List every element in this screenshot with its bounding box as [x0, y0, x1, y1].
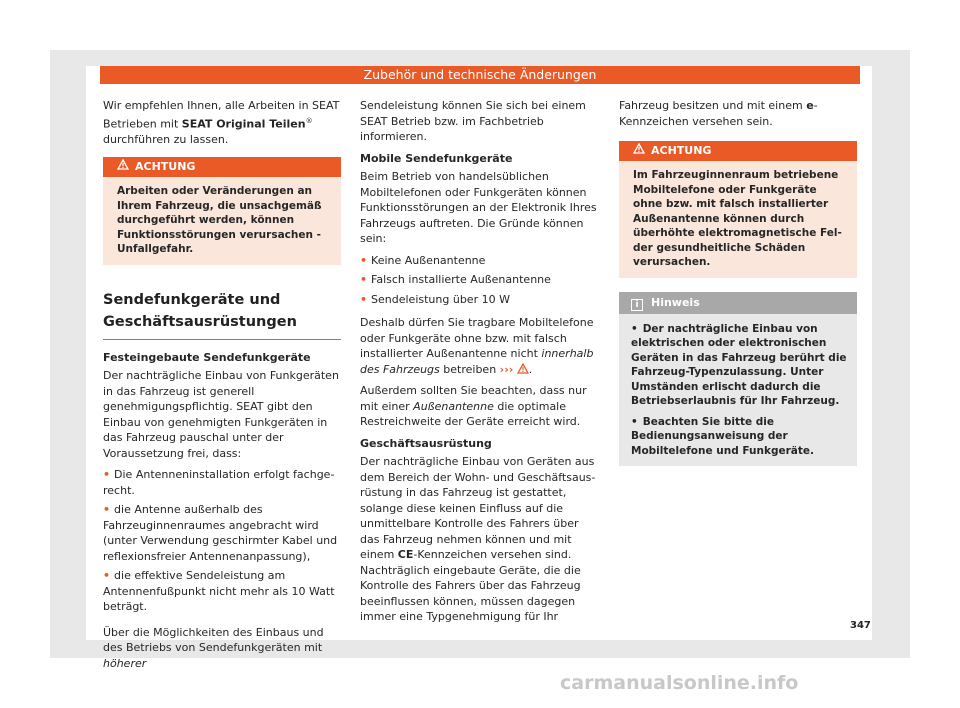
subheading-business-equipment: Geschäftsausrüstung — [360, 436, 492, 450]
list-item: • Keine Außenantenne — [360, 253, 486, 267]
paragraph: Beim Betrieb von handelsüblichen Mobiltelefonen oder Funkgeräten können Funktionsstörungen an der Elektronik Ihres Fahrzeugs auftreten. Die Gründe können sein: — [360, 170, 597, 245]
bullet-icon: • — [103, 468, 111, 482]
watermark: carmanualsonline.info — [560, 672, 799, 694]
intro-paragraph: Wir empfehlen Ihnen, alle Arbeiten in SEAT Betrieben mit SEAT Original Teilen® durchführen zu lassen. — [103, 99, 340, 146]
warning-box-1 — [103, 157, 341, 265]
bullet-icon: • — [103, 503, 111, 517]
list-item: • Sendeleistung über 10 W — [360, 292, 510, 306]
paragraph: Der nachträgliche Einbau von Funkgeräten in das Fahrzeug ist generell genehmigungspflichtig. SEAT gibt den Einbau von genehmigten Funkgeräten in das Fahrzeug pauschal unter der Voraussetzung frei, dass: — [103, 369, 339, 460]
subheading-mobile-radios: Mobile Sendefunkgeräte — [360, 151, 513, 165]
info-icon: i — [631, 299, 643, 311]
seat-original-parts: SEAT Original Teilen — [181, 117, 306, 131]
list-item: • Die Antenneninstallation erfolgt fachgerecht. — [103, 468, 335, 497]
list-item: • Falsch installierte Außenantenne — [360, 273, 551, 286]
paragraph: Außerdem sollten Sie beachten, dass nur mit einer Außenantenne die optimale Restreichweite der Geräte erreicht wird. — [360, 384, 587, 428]
list-item: • die effektive Sendeleistung am Antennenfußpunkt nicht mehr als 10 Watt beträgt. — [103, 569, 335, 614]
column-2 — [360, 98, 598, 631]
bullet-icon: • — [360, 253, 368, 267]
cross-reference-link[interactable]: ››› — [499, 362, 514, 376]
warning-header: ACHTUNG — [103, 157, 341, 177]
bullet-icon: • — [360, 292, 368, 306]
subheading-fixed-radios: Festeingebaute Sendefunkgeräte — [103, 350, 311, 364]
page-number: 347 — [850, 620, 871, 631]
bullet-icon: • — [360, 273, 368, 286]
bullet-icon: • — [103, 569, 111, 583]
list-item: • Der nachträgliche Einbau von elektrischen oder elektronischen Geräten in das Fahrzeug berührt die Fahrzeug-Typenzulassung. Unter Umständen erlischt dadurch die Betriebserlaubnis für Ihr Fahrzeug. — [631, 322, 847, 407]
section-title: Sendefunkgeräte und Geschäftsausrüstungen — [103, 289, 341, 340]
ce-mark-icon: CE — [397, 548, 414, 561]
list-item: • die Antenne außerhalb des Fahrzeuginnenraumes angebracht wird (unter Verwendung geschirmter Kabel und reflexionsfreier Antennenanpassung), — [103, 503, 338, 563]
warning-text: Im Fahrzeuginnenraum betriebene Mobiltelefone oder Funkgeräte ohne bzw. mit falsch installierter Außenantenne können durch überhöhte elektromagnetische Felder gesundheitliche Schäden verursachen. — [633, 169, 842, 268]
note-body — [619, 314, 857, 467]
note-box — [619, 292, 857, 467]
paragraph: Fahrzeug besitzen und mit einem e-Kennzeichen versehen sein. — [619, 99, 818, 128]
warning-header: ACHTUNG — [619, 141, 857, 161]
paragraph: Über die Möglichkeiten des Einbaus und des Betriebs von Sendefunkgeräten mit höherer — [103, 625, 324, 670]
note-header: i Hinweis — [619, 292, 857, 314]
warning-box-2 — [619, 141, 857, 278]
list-item: • Beachten Sie bitte die Bedienungsanweisung der Mobiltelefone und Funkgeräte. — [631, 415, 815, 457]
paragraph: Sendeleistung können Sie sich bei einem SEAT Betrieb bzw. im Fachbetrieb informieren. — [360, 99, 586, 143]
paragraph: Der nachträgliche Einbau von Geräten aus dem Bereich der Wohn- und Geschäftsausrüstung in das Fahrzeug ist gestattet, solange diese keinen Einfluss auf die unmittelbare Kontrolle des Fahrers über das Fahrzeug nehmen können und mit einem CE-Kennzeichen versehen sind. Nachträglich eingebaute Geräte, die die Kontrolle des Fahrers über das Fahrzeug beeinflussen können, müssen dagegen immer eine Typgenehmigung für Ihr — [360, 455, 596, 623]
warning-triangle-icon — [517, 363, 529, 376]
warning-triangle-icon — [633, 141, 645, 161]
column-1 — [103, 98, 341, 677]
warning-triangle-icon — [117, 157, 129, 177]
column-3 — [619, 98, 857, 466]
e-mark: e — [806, 99, 814, 112]
warning-text: Arbeiten oder Veränderungen an Ihrem Fahrzeug, die unsachgemäß durchgeführt werden, können Funktionsstörungen verursachen - Unfallgefahr. — [117, 185, 322, 256]
paragraph: Deshalb dürfen Sie tragbare Mobiltelefone oder Funkgeräte ohne bzw. mit falsch installierter Außenantenne nicht innerhalb des Fahrzeugs betreiben ››› . — [360, 316, 594, 376]
chapter-header: Zubehör und technische Änderungen — [100, 66, 860, 84]
